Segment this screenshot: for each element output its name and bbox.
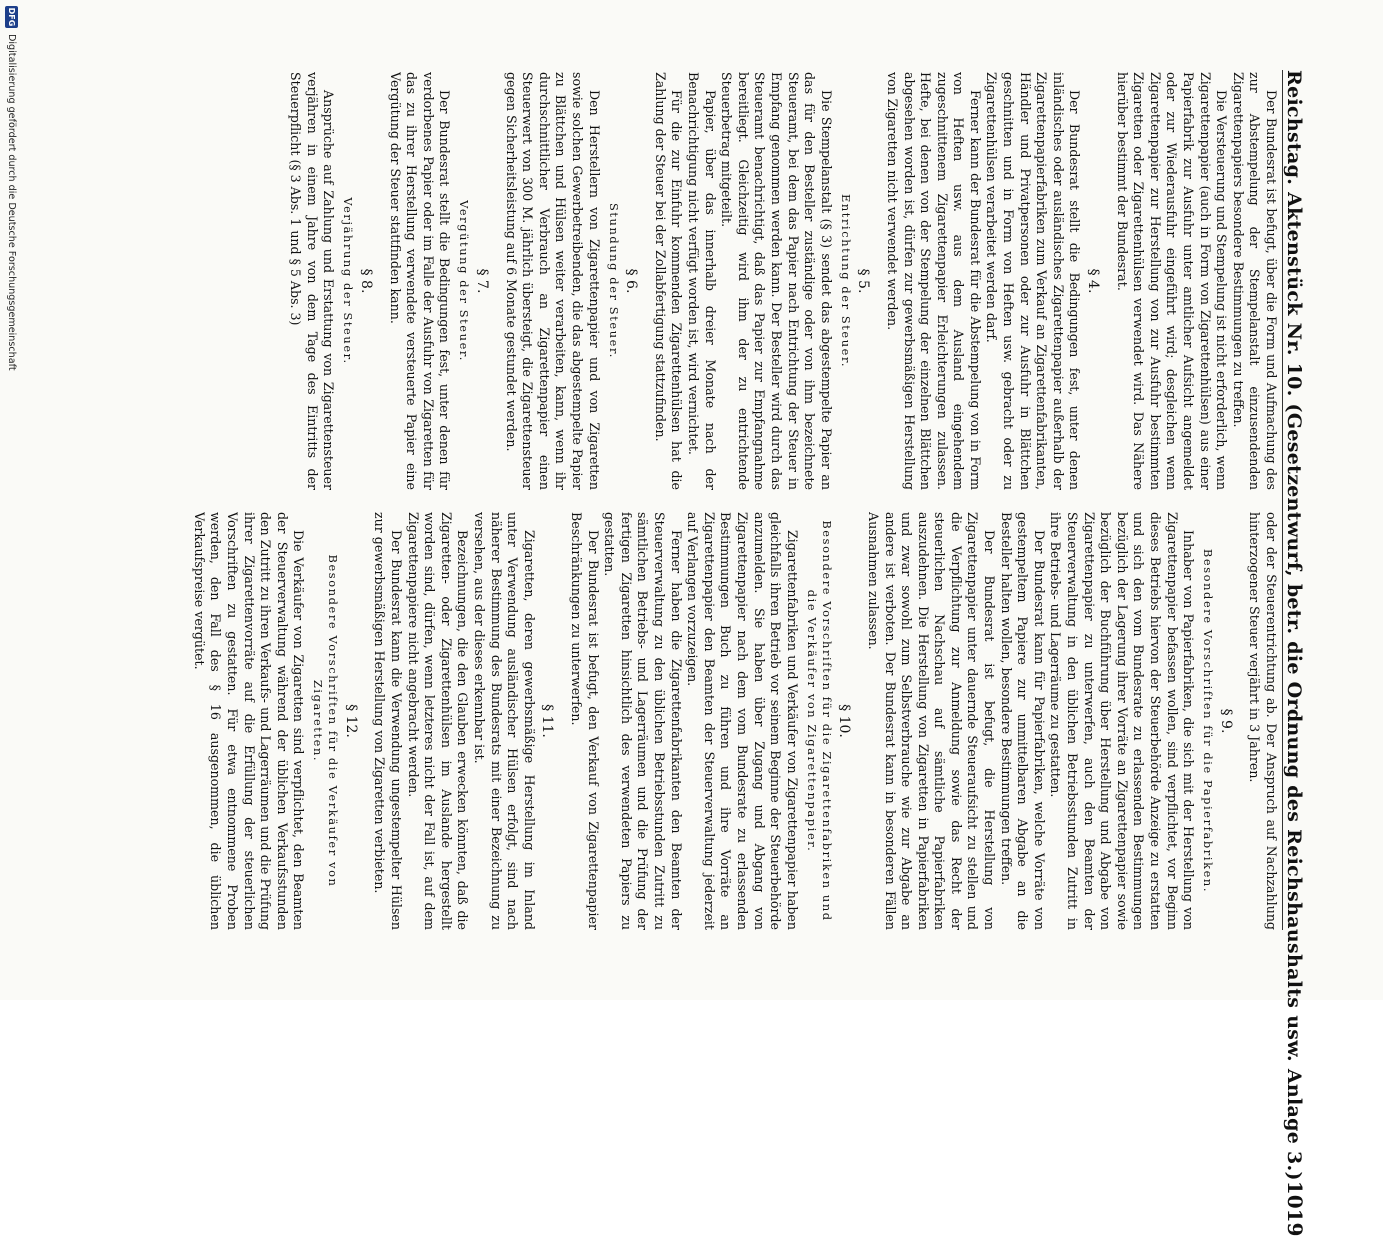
- section-heading: § 10.: [836, 704, 853, 738]
- paragraph: Der Bundesrat kann für Papierfabriken, welche Vorräte von gestempeltem Papiere zur unmittelbaren Abgabe an die Besteller halten wollen, besondere Bestimmungen treffen.: [998, 512, 1047, 930]
- left-column: [49, 72, 1279, 490]
- section-subheading: Besondere Vorschriften für die Zigarettenfabriken und die Verkäufer von Zigarettenpapier.: [804, 520, 834, 922]
- section-subheading: Besondere Vorschriften für die Papierfabriken.: [1201, 548, 1216, 894]
- digitization-credit: [4, 0, 20, 1000]
- section-subheading: Vergütung der Steuer.: [457, 200, 472, 362]
- paragraph: Ferner haben die Zigarettenfabrikanten den Beamten der Steuerverwaltung zu den üblichen Betriebsstunden Zutritt zu sämtlichen Betriebs- und Lagerräumen und die Prüfung der fertigen Zigaretten hinsichtlich des verwendeten Papiers zu gestatten.: [602, 512, 684, 930]
- paragraph: Bezeichnungen, die den Glauben erwecken könnten, daß die Zigaretten- oder Zigarettenhülsen im Auslande hergestellt worden sind, dürfen, wenn letzteres nicht der Fall ist, auf dem Zigarettenpapiere nicht angebracht werden.: [405, 512, 471, 930]
- paragraph: Zigarettenfabriken und Verkäufer von Zigarettenpapier haben gleichfalls ihren Betrieb vor seinem Beginne der Steuerbehörde anzumelden. Sie haben über Zugang und Abgang von Zigarettenpapier nach dem vom Bundesrate zu erlassenden Bestimmungen Buch zu führen und ihre Vorräte an Zigarettenpapier den Beamten der Steuerverwaltung jederzeit auf Verlangen vorzuzeigen.: [685, 512, 800, 930]
- section-subheading: Stundung der Steuer.: [606, 202, 621, 360]
- section-heading: § 12.: [342, 704, 359, 738]
- paragraph: Der Bundesrat stellt die Bedingungen fest, unter denen inländisches oder ausländisches Zigarettenpapier außerhalb der Zigarettenpapierfabriken zum Verkauf an Zigarettenfabrikanten, Händler und Privatpersonen oder zur Ausfuhr in Blättchen geschnitten und in Form von Heften usw. gebracht oder zu Zigarettenhülsen verarbeitet werden darf.: [984, 72, 1083, 490]
- page-header: [1282, 70, 1313, 1236]
- right-column: [49, 512, 1279, 930]
- paragraph: Ferner kann der Bundesrat für die Abstempelung von in Form von Heften usw. aus dem Ausland eingehendem zugeschnittenem Zigarettenpapier Erleichterungen zulassen. Hefte, bei denen von der Stempelung der einzelnen Blättchen abgesehen worden ist, dürfen zur gewerbsmäßigen Herstellung von Zigaretten nicht verwendet werden.: [884, 72, 983, 490]
- paragraph: Der Bundesrat ist befugt, die Herstellung von Zigarettenpapier unter dauernde Steueraufsicht zu stellen und die Verpflichtung zur Anmeldung sowie das Recht der steuerlichen Nachschau auf sämtliche Papierfabriken auszudehnen. Die Herstellung von Zigaretten in Papierfabriken und zwar sowohl zum Selbstverbrauche wie zur Abgabe an andere ist verboten. Der Bundesrat kann in besonderen Fällen Ausnahmen zulassen.: [865, 512, 998, 930]
- paragraph: oder der Steuerentrichtung ab. Der Anspruch auf Nachzahlung hinterzogener Steuer verjährt in 3 Jahren.: [1247, 512, 1279, 930]
- section-heading: § 4.: [1085, 268, 1102, 294]
- paragraph: Die Versteuerung und Stempelung ist nicht erforderlich, wenn Zigarettenpapier (auch in Form von Zigarettenhülsen) aus einer Papierfabrik zur Ausfuhr unter amtlicher Aufsicht angemeldet oder zur Wiederausfuhr eingeführt wird; desgleichen wenn Zigarettenpapier zur Herstellung von zur Ausfuhr bestimmten Zigaretten oder Zigarettenhülsen verwendet wird. Das Nähere hierüber bestimmt der Bundesrat.: [1114, 72, 1230, 490]
- paragraph: Zigaretten, deren gewerbsmäßige Herstellung im Inland unter Verwendung ausländischer Hülsen erfolgt, sind nach näherer Bestimmung des Bundesrats mit einer Bezeichnung zu versehen, aus der dieses erkennbar ist.: [472, 512, 537, 930]
- paragraph: Für die zur Einfuhr kommenden Zigarettenhülsen hat die Zahlung der Steuer bei der Zollabfertigung stattzufinden.: [652, 72, 685, 490]
- paragraph: Ansprüche auf Zahlung und Erstattung von Zigarettensteuer verjähren in einem Jahre von dem Tage des Eintritts der Steuerpflicht (§ 3 Abs. 1 und § 5 Abs. 3): [288, 72, 337, 490]
- paragraph: Der Bundesrat ist befugt, den Verkauf von Zigarettenpapier Beschränkungen zu unterwerfen.: [569, 512, 601, 930]
- section-heading: § 6.: [623, 268, 640, 294]
- section-heading: § 8.: [358, 268, 375, 294]
- paragraph: Die Verkäufer von Zigaretten sind verpflichtet, den Beamten der Steuerverwaltung während der üblichen Verkaufsstunden den Zutritt zu ihren Verkaufs- und Lagerräumen und die Prüfung ihrer Zigarettenvorräte auf die Erfüllung der steuerlichen Vorschriften zu gestatten. Für etwa entnommene Proben werden, den Fall des § 16 ausgenommen, die üblichen Verkaufspreise vergütet.: [191, 512, 307, 930]
- section-subheading: Entrichtung der Steuer.: [838, 193, 853, 369]
- credit-text: Digitalisierung gefördert durch die Deutsche Forschungsgemeinschaft: [6, 34, 18, 371]
- section-heading: § 11.: [539, 704, 556, 738]
- section-heading: § 7.: [474, 268, 491, 294]
- paragraph: Der Bundesrat stellt die Bedingungen fest, unter denen für verdorbenes Papier oder im Falle der Ausfuhr von Zigaretten für das zu ihrer Herstellung verwendete versteuerte Papier eine Vergütung der Steuer stattfinden kann.: [387, 72, 453, 490]
- section-subheading: Verjährung der Steuer.: [341, 197, 356, 365]
- paragraph: Der Bundesrat kann die Verwendung ungestempelter Hülsen zur gewerbsmäßigen Herstellung von Zigaretten verbieten.: [372, 512, 405, 930]
- paragraph: Den Herstellern von Zigarettenpapier und von Zigaretten sowie solchen Gewerbetreibenden, die das abgestempelte Papier zu Blättchen und Hülsen weiter verarbeiten, kann, wenn ihr durchschnittlicher Verbrauch an Zigarettenpapier einen Steuerwert von 300 M. jährlich übersteigt, die Zigarettensteuer gegen Sicherheitsleistung auf 6 Monate gestundet werden.: [503, 72, 602, 490]
- paragraph: Der Bundesrat ist befugt, über die Form und Aufmachung des zur Abstempelung der Stempelanstalt einzusendenden Zigarettenpapiers besondere Bestimmungen zu treffen.: [1230, 72, 1279, 490]
- paragraph: Papier, über das innerhalb dreier Monate nach der Benachrichtigung nicht verfügt worden ist, wird vernichtet.: [686, 72, 718, 490]
- dfg-logo-icon: DFG: [7, 7, 17, 27]
- page-number: 1019: [1283, 1180, 1307, 1236]
- paragraph: Die Stempelanstalt (§ 3) sendet das abgestempelte Papier an das für den Besteller zuständige oder von ihm bezeichnete Steueramt, bei dem das Papier nach Entrichtung der Steuer in Empfang genommen werden kann. Der Besteller wird durch das Steueramt benachrichtigt, daß das Papier zur Empfangnahme bereitliegt. Gleichzeitig wird ihm der zu entrichtende Steuerbetrag mitgeteilt.: [719, 72, 834, 490]
- section-heading: § 9.: [1217, 708, 1234, 734]
- header-title: Reichstag. Aktenstück Nr. 10. (Gesetzentwurf, betr. die Ordnung des Reichshaushalts usw. Anlage 3.): [1283, 70, 1305, 1181]
- paragraph: Inhaber von Papierfabriken, die sich mit der Herstellung von Zigarettenpapier befassen wollen, sind verpflichtet, vor Beginn dieses Betriebs hiervon der Steuerbehörde Anzeige zu erstatten und sich den vom Bundesrate zu erlassenden Bestimmungen bezüglich der Lagerung ihrer Vorräte an Zigarettenpapier sowie bezüglich der Buchführung über Herstellung und Abgabe von Zigarettenpapier zu unterwerfen, auch den Beamten der Steuerverwaltung in den üblichen Betriebsstunden Zutritt in ihre Betriebs- und Lagerräume zu gestatten.: [1048, 512, 1197, 930]
- section-subheading: Besondere Vorschriften für die Verkäufer von Zigaretten.: [311, 554, 341, 888]
- section-heading: § 5.: [855, 268, 872, 294]
